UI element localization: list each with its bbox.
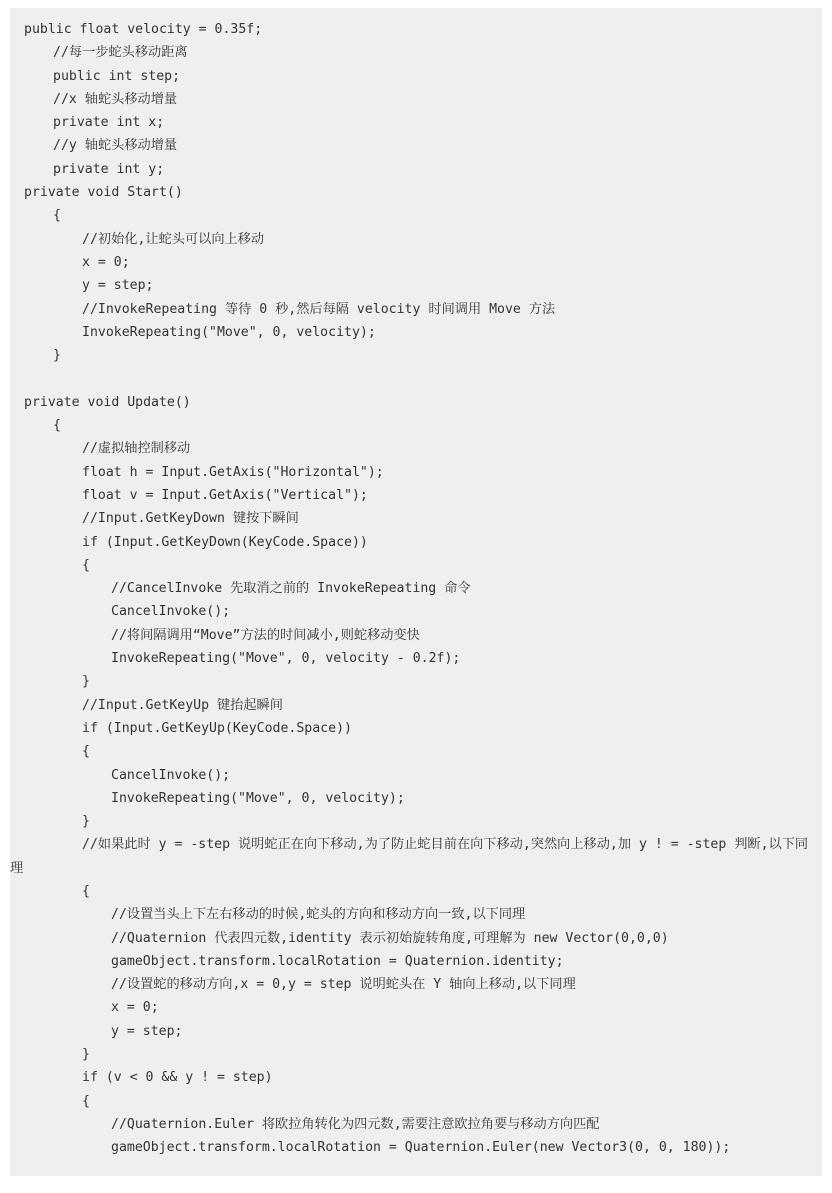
code-line: //初始化,让蛇头可以向上移动 (82, 231, 265, 247)
code-line: gameObject.transform.localRotation = Quaternion.Euler(new Vector3(0, 0, 180)); (111, 1140, 731, 1156)
code-line: { (82, 1093, 90, 1109)
code-line: //设置当头上下左右移动的时候,蛇头的方向和移动方向一致,以下同理 (111, 907, 526, 923)
code-line (10, 367, 822, 390)
code-line: private int x; (53, 115, 165, 131)
code-line: { (82, 557, 90, 573)
code-line: } (53, 348, 61, 364)
code-line: //Quaternion 代表四元数,identity 表示初始旋转角度,可理解为 new Vector(0,0,0) (111, 930, 669, 946)
code-line: //Input.GetKeyUp 键抬起瞬间 (82, 697, 283, 713)
code-line: x = 0; (82, 254, 130, 270)
code-line: //InvokeRepeating 等待 0 秒,然后每隔 velocity 时间调用 Move 方法 (82, 301, 556, 317)
code-line: { (53, 208, 61, 224)
code-line: //设置蛇的移动方向,x = 0,y = step 说明蛇头在 Y 轴向上移动,以下同理 (111, 977, 576, 993)
code-line: //Input.GetKeyDown 键按下瞬间 (82, 511, 299, 527)
code-line: public int step; (53, 68, 181, 84)
code-line: //Quaternion.Euler 将欧拉角转化为四元数,需要注意欧拉角要与移动方向匹配 (111, 1116, 600, 1132)
code-line: if (Input.GetKeyUp(KeyCode.Space)) (82, 720, 352, 736)
code-line: x = 0; (111, 1000, 159, 1016)
code-line: if (Input.GetKeyDown(KeyCode.Space)) (82, 534, 368, 550)
code-line: private void Start() (24, 185, 183, 201)
code-line: //每一步蛇头移动距离 (53, 45, 188, 61)
code-line: y = step; (82, 278, 154, 294)
code-line: //如果此时 y = -step 说明蛇正在向下移动,为了防止蛇目前在向下移动,突然向上移动,加 y ! = -step 判断,以下同理 (10, 837, 809, 876)
code-line: //y 轴蛇头移动增量 (53, 138, 178, 154)
code-line: InvokeRepeating("Move", 0, velocity); (111, 790, 405, 806)
code-block (10, 8, 822, 1176)
code-line: gameObject.transform.localRotation = Quaternion.identity; (111, 953, 564, 969)
code-line: private int y; (53, 161, 165, 177)
code-line: float h = Input.GetAxis("Horizontal"); (82, 464, 384, 480)
code-line: public float velocity = 0.35f; (24, 22, 263, 37)
code-line: if (v < 0 && y ! = step) (82, 1070, 273, 1086)
code-line: { (82, 744, 90, 760)
code-line: { (82, 883, 90, 899)
code-line: } (82, 814, 90, 830)
code-line: //x 轴蛇头移动增量 (53, 91, 178, 107)
code-line: //将间隔调用“Move”方法的时间减小,则蛇移动变快 (111, 627, 420, 643)
code-lines (10, 18, 822, 1160)
code-line: InvokeRepeating("Move", 0, velocity - 0.2f); (111, 651, 461, 667)
code-line: y = step; (111, 1023, 183, 1039)
code-line: CancelInvoke(); (111, 604, 231, 620)
code-line: } (82, 674, 90, 690)
code-line: CancelInvoke(); (111, 767, 231, 783)
code-line: float v = Input.GetAxis("Vertical"); (82, 487, 368, 503)
code-line: } (82, 1047, 90, 1063)
code-line: InvokeRepeating("Move", 0, velocity); (82, 324, 376, 340)
code-line: //CancelInvoke 先取消之前的 InvokeRepeating 命令 (111, 581, 471, 597)
code-line: { (53, 418, 61, 434)
code-line: private void Update() (24, 394, 191, 410)
code-line: //虚拟轴控制移动 (82, 441, 191, 457)
